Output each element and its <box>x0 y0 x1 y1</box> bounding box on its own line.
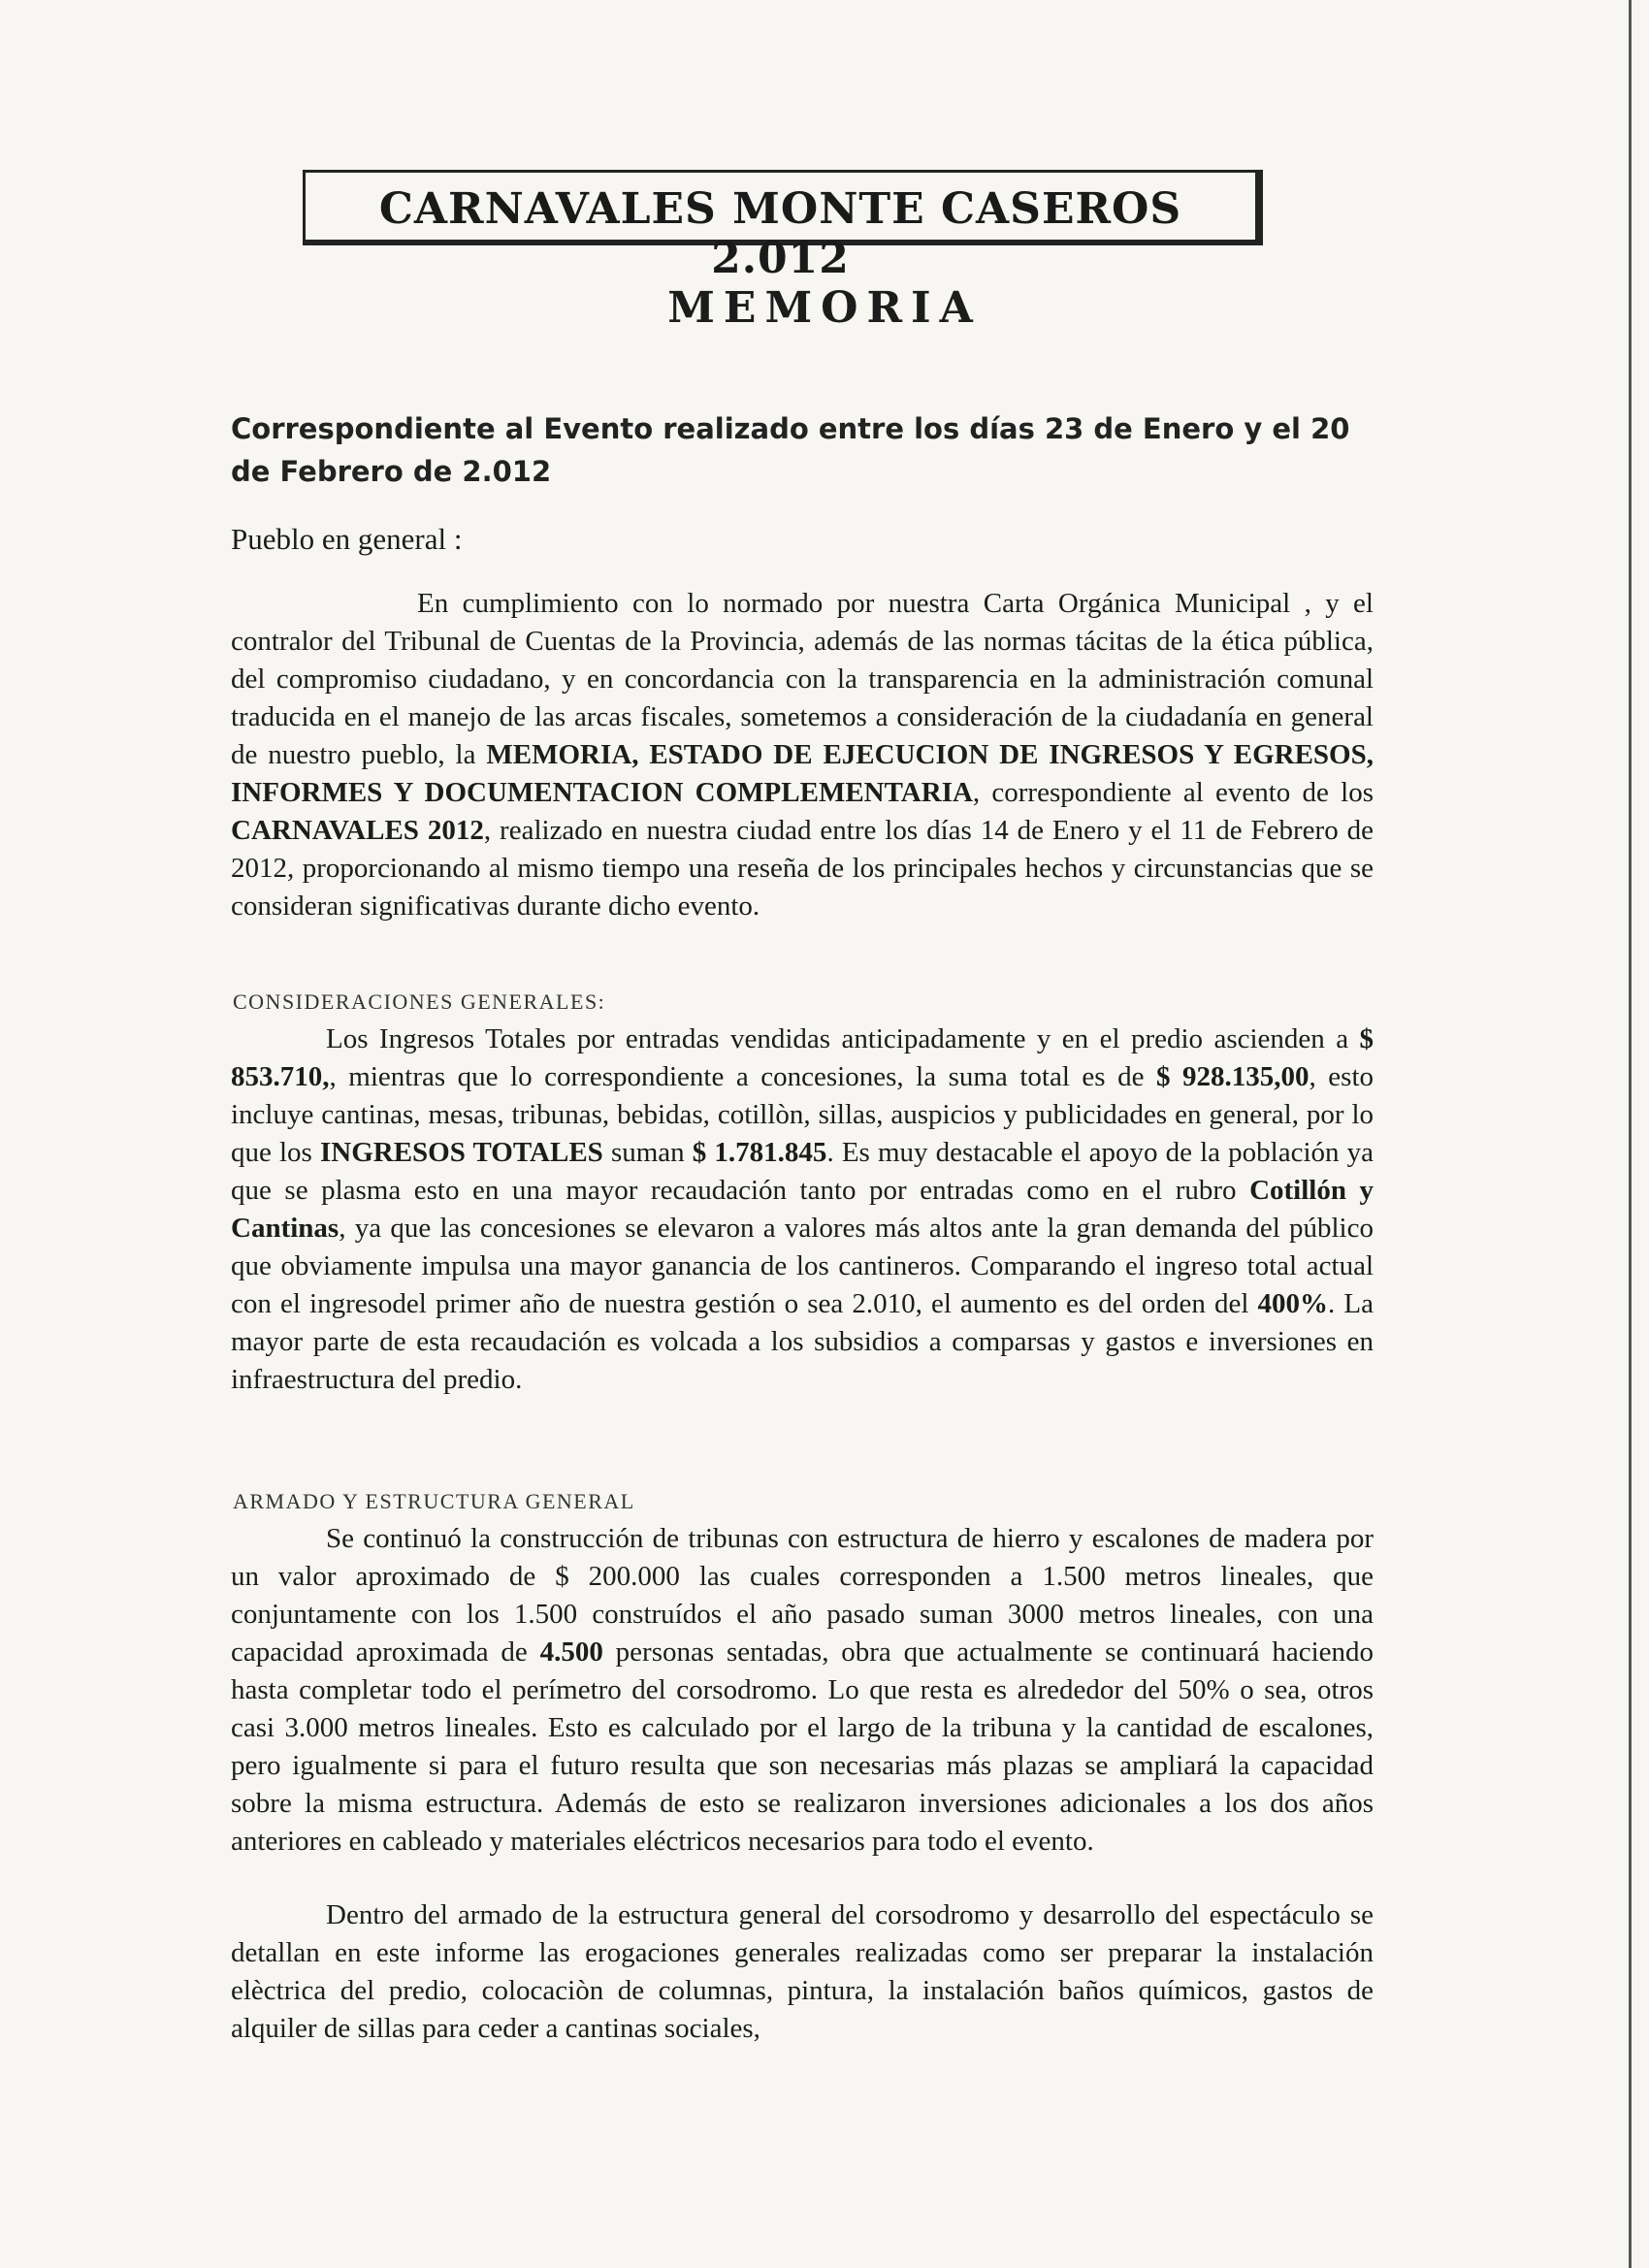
page-edge-line <box>1629 0 1632 2268</box>
bold-run: $ 853.710, <box>231 1023 1374 1092</box>
text-run: Los Ingresos Totales por entradas vendidas anticipadamente y en el predio ascienden a <box>326 1023 1360 1054</box>
intro-line: Correspondiente al Evento realizado entre los días 23 de Enero y el 20 de Febrero de 2.012 <box>231 412 1350 488</box>
text-run: En cumplimiento con lo normado por nuestra Carta Orgánica Municipal , y el contralor del Tribunal de Cuentas de la Provincia, además de las normas tácitas de la ética pública, del compromiso ciudadano, y en concordancia con la transparencia en la administración comunal traducida en el manejo de las arcas fiscales, sometemos a consideración de la ciudadanía en general de nuestro pueblo, la <box>231 588 1374 770</box>
paragraph-armado-1 <box>231 1520 1374 1861</box>
title-box <box>303 170 1263 283</box>
paragraph-armado-2: Dentro del armado de la estructura general del corsodromo y desarrollo del espectáculo se detallan en este informe las erogaciones generales realizadas como ser preparar la instalación elèctrica del predio, colocaciòn de columnas, pintura, la instalación baños químicos, gastos de alquiler de sillas para ceder a cantinas sociales, <box>231 1899 1374 2044</box>
text-run: , realizado en nuestra ciudad entre los días 14 de Enero y el 11 de Febrero de 2012, proporcionando al mismo tiempo una reseña de los principales hechos y circunstancias que se consideran significativas durante dicho evento. <box>231 815 1374 922</box>
bold-run: 400% <box>1257 1288 1329 1319</box>
text-run: , ya que las concesiones se elevaron a valores más altos ante la gran demanda del público que obviamente impulsa una mayor ganancia de los cantineros. Comparando el ingreso total actual con el ingresodel primer año de nuestra gestión o sea 2.010, el aumento es del orden del <box>231 1213 1374 1319</box>
bold-run: MEMORIA, ESTADO DE EJECUCION DE INGRESOS Y EGRESOS, INFORMES Y DOCUMENTACION COMPLEMENTARIA <box>231 739 1374 808</box>
bold-run: INGRESOS TOTALES <box>319 1137 603 1168</box>
bold-run: $ 1.781.845 <box>692 1137 827 1168</box>
greeting: Pueblo en general : <box>231 522 463 556</box>
section-heading-armado: ARMADO Y ESTRUCTURA GENERAL <box>233 1489 635 1513</box>
document-subtitle: MEMORIA <box>667 283 982 333</box>
bold-run: Cotillón y Cantinas <box>231 1175 1374 1244</box>
document-title: CARNAVALES MONTE CASEROS 2.012 <box>378 184 1182 283</box>
section-heading-consideraciones: CONSIDERACIONES GENERALES: <box>233 989 606 1014</box>
text-run: , esto incluye cantinas, mesas, tribunas, bebidas, cotillòn, sillas, auspicios y publicidades en general, por lo que los <box>231 1061 1374 1168</box>
bold-run: $ 928.135,00 <box>1155 1061 1310 1092</box>
paragraph-consideraciones <box>231 1021 1374 1399</box>
text-run: Se continuó la construcción de tribunas con estructura de hierro y escalones de madera por un valor aproximado de $ 200.000 las cuales corresponden a 1.500 metros lineales, que conjuntamente con los 1.500 construídos el año pasado suman 3000 metros lineales, con una capacidad aproximada de <box>231 1523 1374 1668</box>
text-run: . La mayor parte de esta recaudación es volcada a los subsidios a comparsas y gastos e inversiones en infraestructura del predio. <box>231 1288 1374 1395</box>
text-run: , correspondiente al evento de los <box>972 777 1374 808</box>
text-run: personas sentadas, obra que actualmente se continuará haciendo hasta completar todo el perímetro del corsodromo. Lo que resta es alrededor del 50% o sea, otros casi 3.000 metros lineales. Esto es calculado por el largo de la tribuna y la cantidad de escalones, pero igualmente si para el futuro resulta que son necesarias más plazas se ampliará la capacidad sobre la misma estructura. Además de esto se realizaron inversiones adicionales a los dos años anteriores en cableado y materiales eléctricos necesarios para todo el evento. <box>231 1636 1374 1857</box>
paragraph-intro <box>231 585 1374 925</box>
bold-run: 4.500 <box>539 1636 603 1668</box>
text-run: . Es muy destacable el apoyo de la población ya que se plasma esto en una mayor recaudación tanto por entradas como en el rubro <box>231 1137 1374 1206</box>
text-run: , mientras que lo correspondiente a concesiones, la suma total es de <box>329 1061 1156 1092</box>
bold-run: CARNAVALES 2012 <box>231 815 484 846</box>
text-run: suman <box>602 1137 693 1168</box>
